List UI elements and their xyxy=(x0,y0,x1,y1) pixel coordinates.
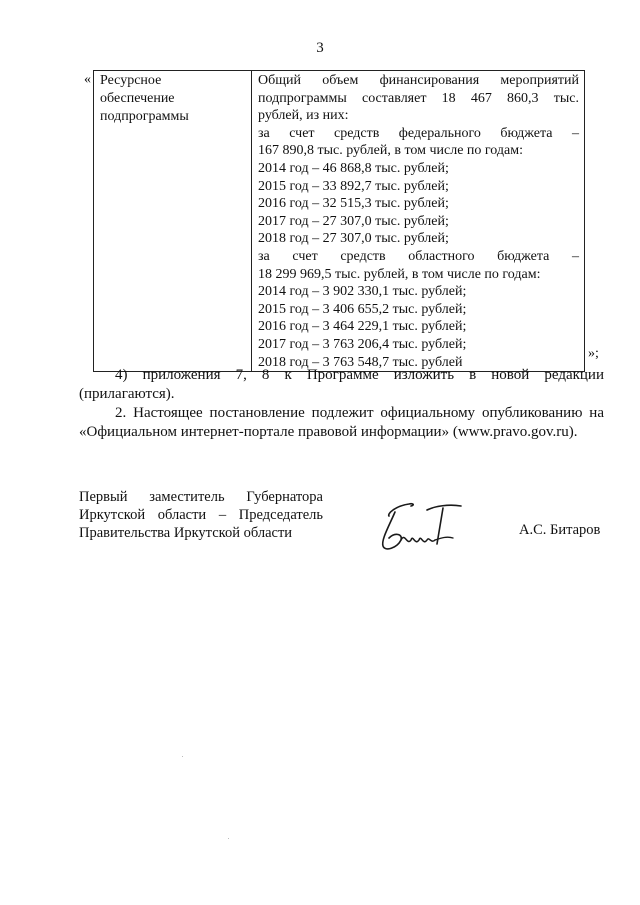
content-line: 2014 год – 46 868,8 тыс. рублей; xyxy=(258,160,449,176)
content-line: 2016 год – 32 515,3 тыс. рублей; xyxy=(258,196,449,212)
handwritten-signature xyxy=(375,496,470,556)
paragraph-2-line-1: 2. Настоящее постановление подлежит официальному опубликованию на xyxy=(115,405,604,421)
closing-quote: »; xyxy=(588,346,599,361)
content-line: за счет средств областного бюджета – xyxy=(258,248,579,264)
signer-title-line: Первый заместитель Губернатора xyxy=(79,489,323,505)
content-line: 167 890,8 тыс. рублей, в том числе по годам: xyxy=(258,143,523,159)
scan-speck xyxy=(228,838,229,839)
content-line: подпрограммы составляет 18 467 860,3 тыс. xyxy=(258,90,579,106)
content-line: 2017 год – 3 763 206,4 тыс. рублей; xyxy=(258,336,467,352)
content-line: 2015 год – 33 892,7 тыс. рублей; xyxy=(258,178,449,194)
content-line: 2015 год – 3 406 655,2 тыс. рублей; xyxy=(258,301,467,317)
page-number: 3 xyxy=(316,40,324,56)
label-line: подпрограммы xyxy=(100,109,189,124)
signer-title-line: Иркутской области – Председатель xyxy=(79,507,323,523)
signer-title xyxy=(79,488,323,542)
resource-table xyxy=(93,70,585,372)
content-line: 2018 год – 3 763 548,7 тыс. рублей xyxy=(258,354,463,370)
content-line: 2014 год – 3 902 330,1 тыс. рублей; xyxy=(258,284,467,300)
paragraph-4-line-1: 4) приложения 7, 8 к Программе изложить в новой редакции xyxy=(115,367,604,383)
signer-title-line: Правительства Иркутской области xyxy=(79,525,293,541)
content-line: Общий объем финансирования мероприятий xyxy=(258,73,579,88)
opening-quote: « xyxy=(84,72,91,87)
label-line: обеспечение xyxy=(100,91,175,106)
table-cell-content xyxy=(252,71,585,372)
paragraph-2-line-2: «Официальном интернет-портале правовой информации» (www.pravo.gov.ru). xyxy=(79,424,578,440)
signer-name: А.С. Битаров xyxy=(519,522,601,538)
content-line: 2017 год – 27 307,0 тыс. рублей; xyxy=(258,213,449,229)
content-line: рублей, из них: xyxy=(258,108,349,124)
scan-speck xyxy=(182,756,183,757)
label-line: Ресурсное xyxy=(100,73,162,88)
content-line: 2018 год – 27 307,0 тыс. рублей; xyxy=(258,231,449,247)
paragraph-4-line-2: (прилагаются). xyxy=(79,386,175,402)
table-row xyxy=(94,71,585,372)
content-line: 18 299 969,5 тыс. рублей, в том числе по годам: xyxy=(258,266,541,282)
table-cell-label xyxy=(94,71,252,372)
content-line: 2016 год – 3 464 229,1 тыс. рублей; xyxy=(258,319,467,335)
content-line: за счет средств федерального бюджета – xyxy=(258,125,579,141)
